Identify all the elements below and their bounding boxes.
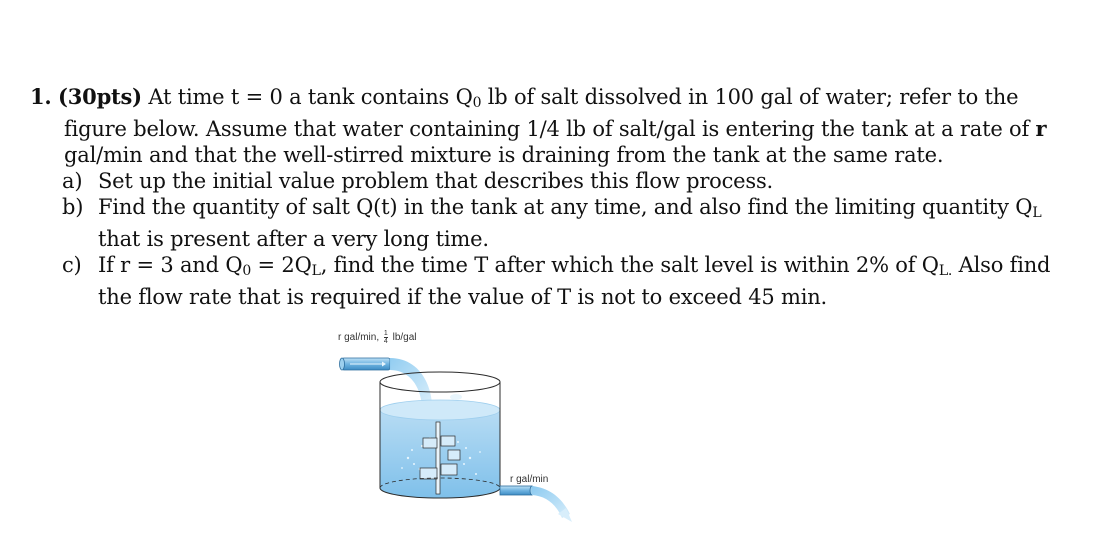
inflow-pipe [340, 358, 391, 370]
inflow-fraction-denominator: 4 [383, 338, 388, 345]
inflow-stream [390, 358, 432, 406]
subquestion-list [30, 168, 1070, 310]
part-c-subL: L [311, 263, 321, 279]
part-c-text-3: , find the time T after which the salt level is within 2% of Q [320, 253, 939, 277]
inflow-unit-text: lb/gal [392, 332, 417, 344]
problem-number: 1. [30, 84, 52, 109]
part-c-text-2: = 2Q [251, 253, 312, 277]
problem-line-3: gal/min and that the well-stirred mixture is draining from the tank at the same rate. [64, 143, 944, 167]
problem-line-1 [30, 84, 1070, 116]
inflow-rate-text: r gal/min, [338, 332, 380, 344]
part-b-subscript: L [1032, 205, 1042, 221]
part-a [30, 168, 1070, 194]
part-c-sub0: 0 [242, 263, 252, 279]
part-b-text-1: Find the quantity of salt Q(t) in the tank at any time, and also find the limiting quantity Q [98, 195, 1033, 219]
part-a-letter: a) [62, 169, 83, 193]
intro-text-2: lb of salt dissolved in 100 gal of water; refer to the [481, 85, 1019, 109]
part-b-letter: b) [62, 195, 84, 219]
part-b-text-2: that is present after a very long time. [98, 227, 489, 251]
outflow-pipe [500, 486, 534, 495]
problem-line-2 [30, 116, 1070, 142]
tank-illustration [330, 318, 590, 540]
part-c-subL2: L. [938, 263, 953, 279]
part-c-text-5: the flow rate that is required if the value of T is not to exceed 45 min. [98, 285, 828, 309]
line-2-text: figure below. Assume that water containing 1/4 lb of salt/gal is entering the tank at a rate of [64, 117, 1036, 141]
outflow-label: r gal/min [510, 474, 549, 485]
inflow-fraction-numerator: 1 [383, 330, 388, 337]
tank-rim [380, 372, 500, 392]
q0-subscript: 0 [472, 95, 482, 111]
part-c-text-4: Also find [952, 253, 1051, 277]
part-c-text-1: If r = 3 and Q [98, 253, 243, 277]
part-c [30, 252, 1070, 310]
problem-points: (30pts) [58, 84, 142, 109]
part-c-letter: c) [62, 253, 82, 277]
problem-statement [30, 84, 1070, 310]
intro-text-1: At time t = 0 a tank contains Q [148, 85, 473, 109]
rate-variable: r [1035, 116, 1047, 141]
part-b [30, 194, 1070, 252]
tank-figure [330, 318, 590, 540]
part-a-text: Set up the initial value problem that describes this flow process. [98, 169, 774, 193]
